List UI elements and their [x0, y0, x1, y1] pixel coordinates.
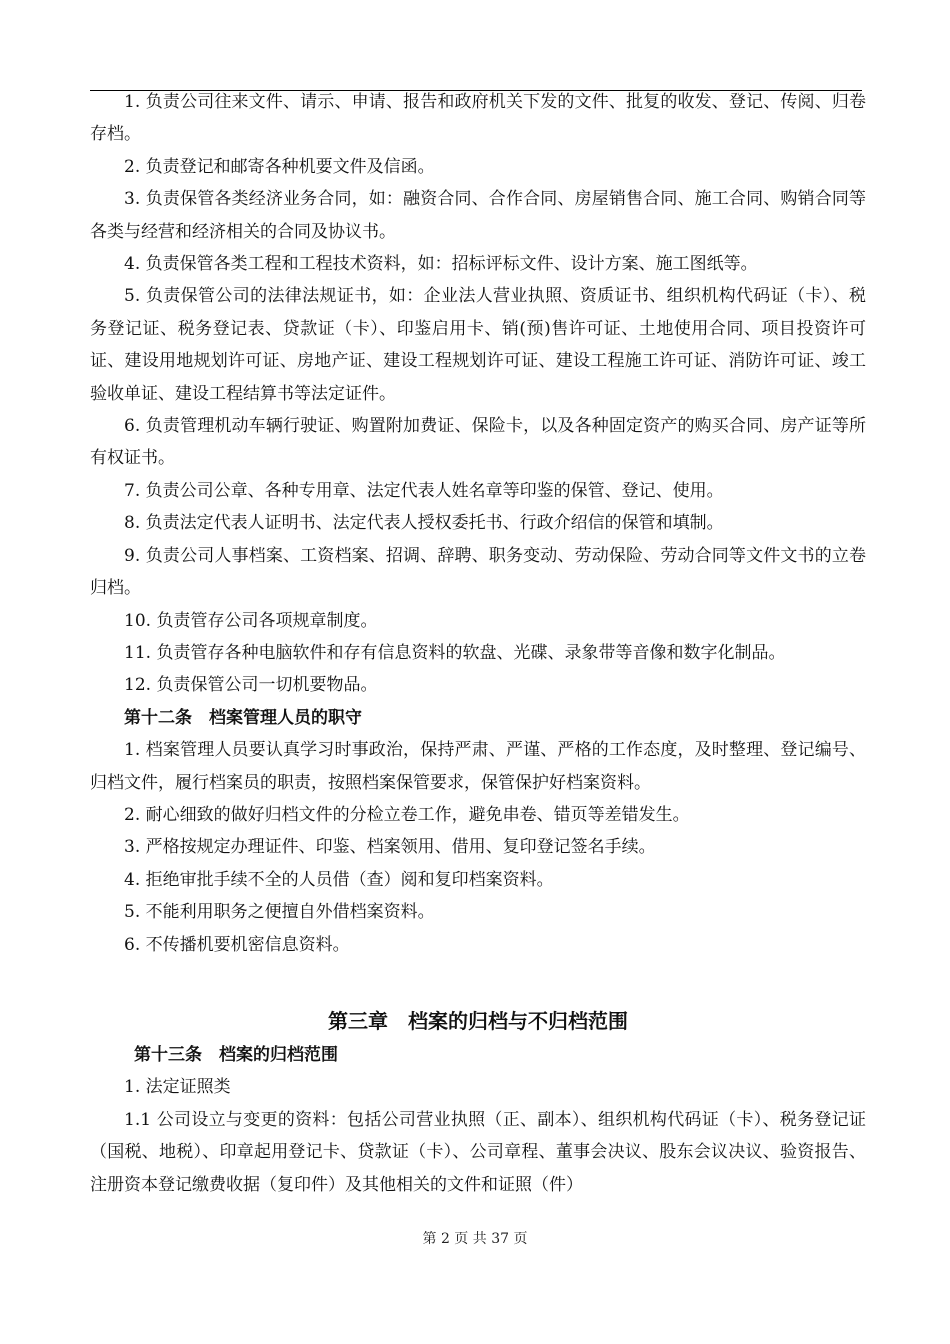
paragraph-item-8: 8. 负责法定代表人证明书、法定代表人授权委托书、行政介绍信的保管和填制。	[124, 513, 724, 534]
duty-item-4: 4. 拒绝审批手续不全的人员借（查）阅和复印档案资料。	[124, 869, 554, 890]
paragraph-item-3: 3. 负责保管各类经济业务合同，如：融资合同、合作合同、房屋销售合同、施工合同、购销合同等各类与经营和经济相关的合同及协议书。	[90, 189, 866, 242]
paragraph-item-7: 7. 负责公司公章、各种专用章、法定代表人姓名章等印鉴的保管、登记、使用。	[124, 480, 724, 501]
duty-item-6: 6. 不传播机要机密信息资料。	[124, 934, 350, 955]
duty-item-5: 5. 不能利用职务之便擅自外借档案资料。	[124, 902, 435, 923]
page-footer: 第 2 页 共 37 页	[422, 1231, 528, 1247]
chapter-3-title: 第三章 档案的归档与不归档范围	[328, 1008, 628, 1033]
duty-item-3: 3. 严格按规定办理证件、印鉴、档案领用、借用、复印登记签名手续。	[124, 837, 656, 858]
paragraph-item-1: 1. 负责公司往来文件、请示、申请、报告和政府机关下发的文件、批复的收发、登记、传阅、归卷存档。	[90, 92, 866, 145]
scope-item-1: 1. 法定证照类	[124, 1077, 231, 1098]
scope-item-1-1: 1.1 公司设立与变更的资料：包括公司营业执照（正、副本）、组织机构代码证（卡）、税务登记证（国税、地税）、印章起用登记卡、贷款证（卡）、公司章程、董事会决议、股东会议决议、验资报告、注册资本登记缴费收据（复印件）及其他相关的文件和证照（件）	[90, 1109, 866, 1195]
article-12-heading: 第十二条 档案管理人员的职守	[124, 707, 362, 728]
duty-item-2: 2. 耐心细致的做好归档文件的分检立卷工作，避免串卷、错页等差错发生。	[124, 804, 690, 825]
paragraph-item-6: 6. 负责管理机动车辆行驶证、购置附加费证、保险卡，以及各种固定资产的购买合同、房产证等所有权证书。	[90, 416, 866, 469]
duty-item-1: 1. 档案管理人员要认真学习时事政治，保持严肃、严谨、严格的工作态度，及时整理、登记编号、归档文件，履行档案员的职责，按照档案保管要求，保管保护好档案资料。	[90, 740, 866, 793]
article-13-heading: 第十三条 档案的归档范围	[134, 1044, 338, 1065]
paragraph-item-12: 12. 负责保管公司一切机要物品。	[124, 675, 378, 696]
paragraph-item-2: 2. 负责登记和邮寄各种机要文件及信函。	[124, 156, 435, 177]
document-body	[90, 86, 866, 1201]
paragraph-item-11: 11. 负责管存各种电脑软件和存有信息资料的软盘、光碟、录象带等音像和数字化制品。	[124, 642, 786, 663]
paragraph-item-5: 5. 负责保管公司的法律法规证书，如：企业法人营业执照、资质证书、组织机构代码证（卡）、税务登记证、税务登记表、贷款证（卡）、印鉴启用卡、销(预)售许可证、土地使用合同、项目投资许可证、建设用地规划许可证、房地产证、建设工程规划许可证、建设工程施工许可证、消防许可证、竣工验收单证、建设工程结算书等法定证件。	[90, 286, 866, 404]
paragraph-item-9: 9. 负责公司人事档案、工资档案、招调、辞聘、职务变动、劳动保险、劳动合同等文件文书的立卷归档。	[90, 545, 866, 599]
paragraph-item-10: 10. 负责管存公司各项规章制度。	[124, 610, 378, 631]
paragraph-item-4: 4. 负责保管各类工程和工程技术资料，如：招标评标文件、设计方案、施工图纸等。	[124, 254, 758, 275]
